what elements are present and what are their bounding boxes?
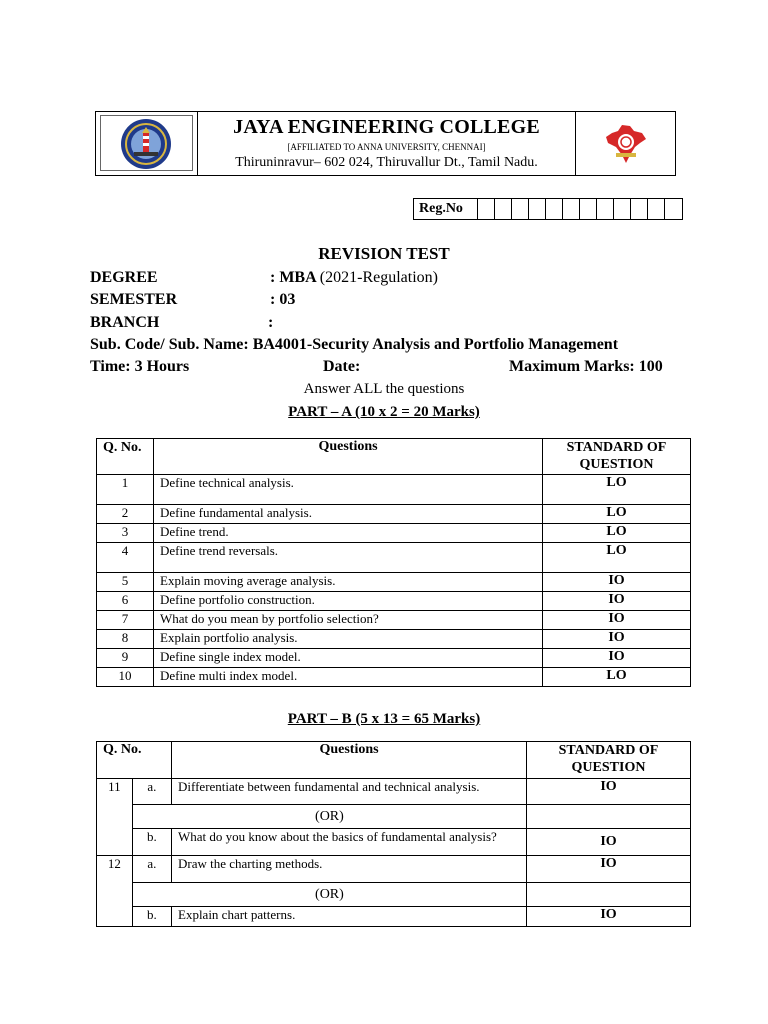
degree-value [270,269,438,287]
q-option: b. [132,829,171,856]
time-field: Time: 3 Hours [90,358,190,375]
q-text: Define trend. [154,524,543,543]
subject-line: Sub. Code/ Sub. Name: BA4001-Security Analysis and Portfolio Management [90,336,619,353]
table-header-row [97,439,691,475]
table-row [97,856,691,883]
q-number: 2 [97,505,154,524]
part-a-heading: PART – A (10 x 2 = 20 Marks) [288,404,480,420]
table-row [97,524,691,543]
q-number: 5 [97,573,154,592]
regno-digit-box[interactable] [597,199,614,219]
q-option: a. [132,779,171,805]
max-marks-field: Maximum Marks: 100 [509,358,663,375]
table-row [97,505,691,524]
regno-digit-box[interactable] [478,199,495,219]
q-standard: IO [543,630,691,649]
q-text: Define technical analysis. [154,475,543,505]
table-row [97,543,691,573]
regno-digit-box[interactable] [546,199,563,219]
regno-digit-box[interactable] [648,199,665,219]
q-standard: IO [527,829,691,856]
table-row [97,829,691,856]
table-row [97,779,691,805]
test-title: REVISION TEST [318,244,450,263]
part-b-heading: PART – B (5 x 13 = 65 Marks) [287,711,481,727]
q-standard: LO [543,505,691,524]
college-crest-icon [120,118,172,170]
q-text: Explain chart patterns. [172,907,527,927]
q-number: 12 [97,856,133,927]
table-row [97,573,691,592]
semester-label: SEMESTER [90,291,178,308]
table-row [97,475,691,505]
col-header-no: Q. No. [97,439,154,475]
college-affiliation: [AFFILIATED TO ANNA UNIVERSITY, CHENNAI] [287,142,486,152]
branch-value: : [268,314,274,331]
college-address: Thiruninravur– 602 024, Thiruvallur Dt., Tamil Nadu. [235,155,538,170]
q-text: Define multi index model. [154,668,543,687]
table-row [97,630,691,649]
regno-digit-box[interactable] [512,199,529,219]
q-text: Differentiate between fundamental and technical analysis. [172,779,527,805]
col-header-questions: Questions [154,439,543,475]
regno-label: Reg.No [414,199,478,219]
table-header-row [97,742,691,779]
q-text: Define fundamental analysis. [154,505,543,524]
q-standard: IO [527,779,691,805]
regno-digit-box[interactable] [614,199,631,219]
part-a-table [96,438,691,687]
table-row [97,592,691,611]
emblem-logo-cell [575,112,675,175]
q-number: 10 [97,668,154,687]
semester-value: : 03 [270,291,296,308]
q-standard: LO [543,543,691,573]
college-logo-cell [96,112,198,175]
or-row [97,805,691,829]
table-row [97,668,691,687]
or-label: (OR) [132,883,526,907]
q-number: 6 [97,592,154,611]
q-text: What do you know about the basics of fundamental analysis? [172,829,527,856]
q-option: b. [132,907,171,927]
india-map-emblem-icon [604,123,648,165]
part-b-table [96,741,691,927]
college-header [95,111,676,176]
q-standard: IO [527,856,691,883]
q-text: Draw the charting methods. [172,856,527,883]
q-number: 11 [97,779,133,856]
q-standard: LO [543,668,691,687]
branch-label: BRANCH [90,314,160,331]
empty-cell [527,883,691,907]
q-standard: IO [543,573,691,592]
empty-cell [527,805,691,829]
q-text: Explain portfolio analysis. [154,630,543,649]
degree-name: : MBA [270,269,316,286]
col-header-questions: Questions [172,742,527,779]
q-standard: IO [543,649,691,668]
regno-digit-box[interactable] [631,199,648,219]
col-header-standard: STANDARD OF QUESTION [527,742,691,779]
q-number: 9 [97,649,154,668]
date-field: Date: [323,358,361,375]
q-number: 1 [97,475,154,505]
table-row [97,649,691,668]
col-header-no: Q. No. [97,742,172,779]
degree-regulation: (2021-Regulation) [319,269,438,286]
or-row [97,883,691,907]
regno-digit-box[interactable] [580,199,597,219]
or-label: (OR) [132,805,526,829]
degree-label: DEGREE [90,269,158,286]
q-standard: IO [543,592,691,611]
regno-digit-box[interactable] [563,199,580,219]
q-option: a. [132,856,171,883]
q-standard: LO [543,524,691,543]
regno-digit-box[interactable] [665,199,682,219]
instruction-text: Answer ALL the questions [303,381,465,397]
table-row [97,907,691,927]
q-standard: IO [543,611,691,630]
register-number-box [413,198,683,220]
q-standard: LO [543,475,691,505]
q-number: 4 [97,543,154,573]
table-row [97,611,691,630]
q-text: Explain moving average analysis. [154,573,543,592]
col-header-standard: STANDARD OF QUESTION [543,439,691,475]
q-number: 8 [97,630,154,649]
regno-digit-box[interactable] [495,199,512,219]
regno-digit-box[interactable] [529,199,546,219]
q-text: Define single index model. [154,649,543,668]
q-standard: IO [527,907,691,927]
q-number: 3 [97,524,154,543]
q-text: What do you mean by portfolio selection? [154,611,543,630]
q-number: 7 [97,611,154,630]
q-text: Define portfolio construction. [154,592,543,611]
q-text: Define trend reversals. [154,543,543,573]
college-name: JAYA ENGINEERING COLLEGE [233,116,540,138]
